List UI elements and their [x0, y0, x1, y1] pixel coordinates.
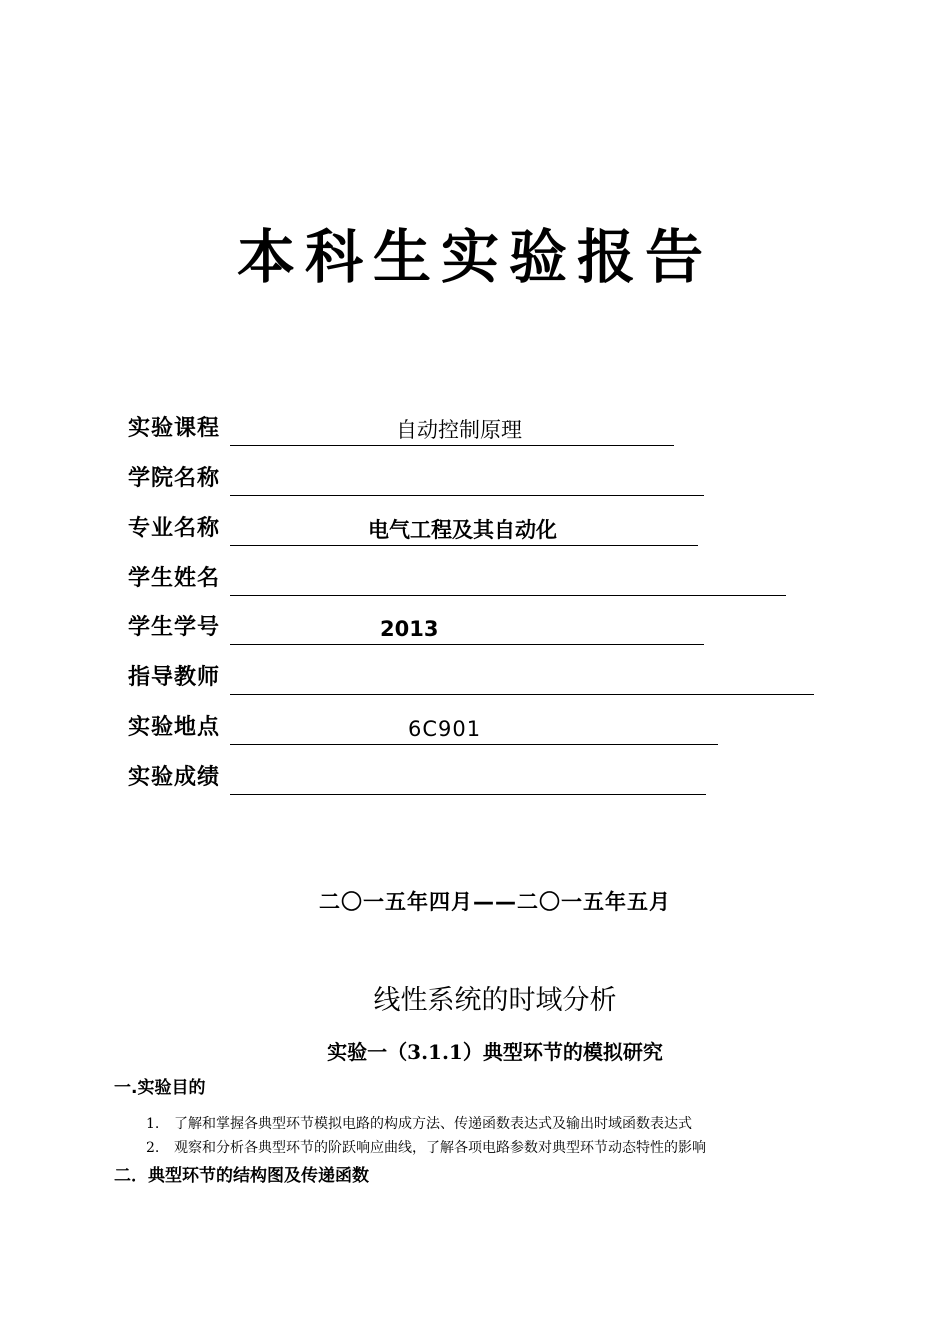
field-value: 2013 [380, 617, 439, 641]
section-heading-purpose: 一.实验目的 [114, 1078, 206, 1098]
field-college [128, 464, 828, 498]
field-value: 6C901 [408, 717, 482, 741]
chapter-title: 线性系统的时域分析 [373, 985, 617, 1016]
section-heading-structure: 二．典型环节的结构图及传递函数 [114, 1166, 369, 1186]
field-value: 电气工程及其自动化 [368, 518, 557, 542]
date-range: 二〇一五年四月——二〇一五年五月 [319, 890, 671, 914]
field-student-id [128, 613, 828, 647]
item-text: 观察和分析各典型环节的阶跃响应曲线，了解各项电路参数对典型环节动态特性的影响 [174, 1140, 706, 1156]
field-label: 实验成绩 [128, 765, 221, 790]
underline [230, 644, 704, 645]
underline [230, 545, 698, 546]
report-title: 本科生实验报告 [236, 223, 713, 291]
field-advisor [128, 663, 828, 697]
underline [230, 445, 674, 446]
field-label: 指导教师 [128, 665, 221, 690]
field-location [128, 713, 828, 747]
underline [230, 595, 786, 596]
underline [230, 495, 704, 496]
field-grade [128, 763, 828, 797]
field-course [128, 414, 828, 448]
field-value: 自动控制原理 [396, 418, 522, 442]
field-label: 专业名称 [128, 516, 221, 541]
list-item [146, 1137, 706, 1159]
item-number: 2. [146, 1140, 160, 1156]
field-label: 实验地点 [128, 715, 221, 740]
field-label: 学生姓名 [128, 566, 221, 591]
underline [230, 794, 706, 795]
field-label: 实验课程 [128, 416, 221, 441]
field-major [128, 514, 828, 548]
item-number: 1. [146, 1116, 160, 1132]
field-student-name [128, 564, 828, 598]
list-item [146, 1113, 692, 1135]
underline [230, 694, 814, 695]
item-text: 了解和掌握各典型环节模拟电路的构成方法、传递函数表达式及输出时域函数表达式 [174, 1116, 692, 1132]
field-label: 学生学号 [128, 615, 221, 640]
field-label: 学院名称 [128, 466, 221, 491]
underline [230, 744, 718, 745]
experiment-title: 实验一（3.1.1）典型环节的模拟研究 [327, 1040, 663, 1064]
